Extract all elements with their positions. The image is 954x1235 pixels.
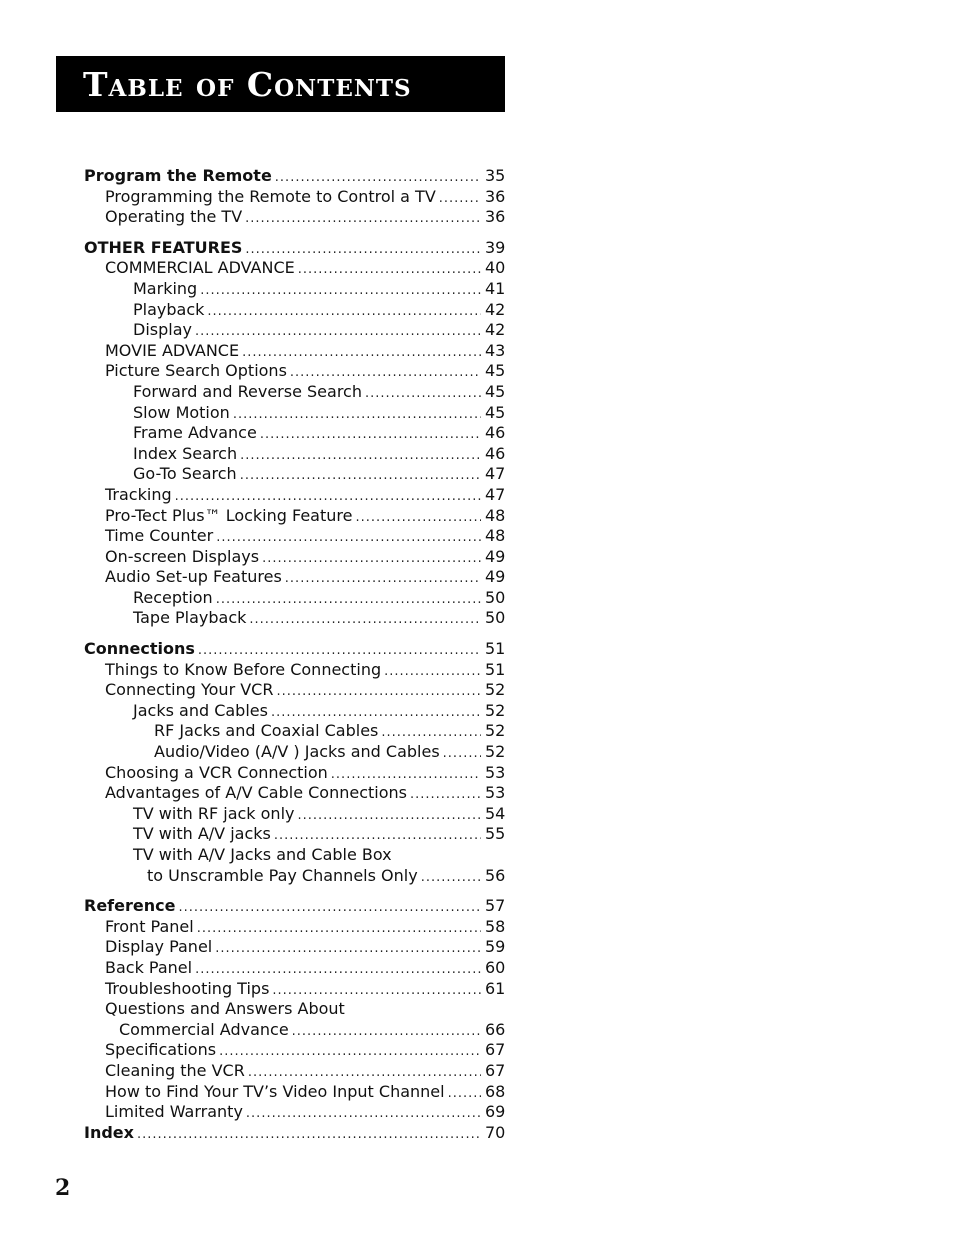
toc-entry-page-number: 51 xyxy=(485,659,506,679)
toc-entry-label: Index xyxy=(84,1122,134,1142)
dot-leader xyxy=(198,641,481,662)
dot-leader xyxy=(200,281,481,302)
dot-leader xyxy=(271,703,481,724)
dot-leader xyxy=(262,549,481,570)
toc-entry[interactable] xyxy=(84,680,505,701)
toc-entry-label: Display Panel xyxy=(105,937,213,957)
toc-entry[interactable] xyxy=(84,1020,505,1041)
toc-entry-page-number: 36 xyxy=(485,186,506,206)
toc-entry[interactable] xyxy=(84,866,505,887)
toc-entry-page-number: 46 xyxy=(485,423,506,443)
toc-entry-label: OTHER FEATURES xyxy=(84,237,243,257)
dot-leader xyxy=(297,806,481,827)
toc-entry-label: RF Jacks and Coaxial Cables xyxy=(154,721,379,741)
dot-leader xyxy=(137,1125,481,1146)
toc-entry[interactable] xyxy=(84,464,505,485)
toc-entry-label: Program the Remote xyxy=(84,166,272,185)
toc-entry[interactable] xyxy=(84,742,505,763)
toc-entry-label: Choosing a VCR Connection xyxy=(105,762,328,782)
toc-entry[interactable] xyxy=(84,187,505,208)
dot-leader xyxy=(245,240,481,261)
dot-leader xyxy=(233,405,481,426)
toc-entry-page-number: 67 xyxy=(485,1060,506,1080)
toc-entry-label: Specifications xyxy=(105,1040,217,1060)
toc-heading-entry[interactable] xyxy=(84,1123,505,1144)
toc-entry-page-number: 56 xyxy=(485,865,506,885)
toc-entry-page-number: 53 xyxy=(485,783,506,803)
toc-entry-page-number: 48 xyxy=(485,505,506,525)
toc-heading-entry[interactable] xyxy=(84,639,505,660)
toc-entry[interactable] xyxy=(84,804,505,825)
toc-entry-label: TV with RF jack only xyxy=(133,803,295,823)
toc-entry-page-number: 36 xyxy=(485,207,506,227)
toc-entry-label: Connecting Your VCR xyxy=(105,680,274,700)
toc-entry-label: Programming the Remote to Control a TV xyxy=(105,186,436,206)
dot-leader xyxy=(246,1104,481,1125)
toc-entry-page-number: 67 xyxy=(485,1040,506,1060)
toc-entry[interactable] xyxy=(84,506,505,527)
toc-heading-entry[interactable] xyxy=(84,166,505,187)
toc-entry-page-number: 61 xyxy=(485,978,506,998)
dot-leader xyxy=(242,343,481,364)
toc-entry-page-number: 49 xyxy=(485,546,506,566)
toc-entry-page-number: 48 xyxy=(485,526,506,546)
toc-entry[interactable] xyxy=(84,1102,505,1123)
dot-leader xyxy=(195,960,481,981)
toc-entry-label: Pro-Tect Plus™ Locking Feature xyxy=(105,505,353,525)
toc-entry[interactable] xyxy=(84,958,505,979)
toc-entry-page-number: 69 xyxy=(485,1102,506,1122)
toc-entry-page-number: 40 xyxy=(485,258,506,278)
toc-entry[interactable] xyxy=(84,403,505,424)
dot-leader xyxy=(240,446,481,467)
dot-leader xyxy=(331,765,481,786)
toc-entry-label: Forward and Reverse Search xyxy=(133,381,362,401)
toc-entry-page-number: 42 xyxy=(485,320,506,340)
dot-leader xyxy=(197,919,481,940)
toc-entry-label: Frame Advance xyxy=(133,423,257,443)
toc-entry-label: Marking xyxy=(133,278,198,298)
toc-entry-label: Audio/Video (A/V ) Jacks and Cables xyxy=(154,742,440,762)
toc-entry-page-number: 43 xyxy=(485,340,506,360)
dot-leader xyxy=(272,981,481,1002)
toc-entry-label: Operating the TV xyxy=(105,207,243,227)
toc-entry-page-number: 52 xyxy=(485,700,506,720)
toc-entry-page-number: 60 xyxy=(485,957,506,977)
dot-leader xyxy=(410,785,481,806)
dot-leader xyxy=(195,322,481,343)
toc-entry[interactable] xyxy=(84,279,505,300)
dot-leader xyxy=(216,528,481,549)
toc-entry-page-number: 50 xyxy=(485,608,506,628)
toc-entry-label: COMMERCIAL ADVANCE xyxy=(105,258,295,278)
toc-entry-label: Questions and Answers About xyxy=(105,999,345,1019)
toc-entry[interactable] xyxy=(84,1082,505,1103)
toc-entry[interactable] xyxy=(84,721,505,742)
toc-entry[interactable] xyxy=(84,382,505,403)
toc-entry[interactable] xyxy=(84,917,505,938)
dot-leader xyxy=(260,425,481,446)
toc-entry[interactable] xyxy=(84,588,505,609)
toc-entry-label: On-screen Displays xyxy=(105,546,260,566)
dot-leader xyxy=(248,1063,481,1084)
toc-entry-page-number: 45 xyxy=(485,402,506,422)
toc-entry-page-number: 45 xyxy=(485,381,506,401)
toc-entry-label: Reception xyxy=(133,587,213,607)
toc-entry-label: Picture Search Options xyxy=(105,361,287,381)
toc-entry-label: to Unscramble Pay Channels Only xyxy=(147,865,418,885)
toc-entry-page-number: 49 xyxy=(485,567,506,587)
toc-entry[interactable] xyxy=(84,608,505,629)
toc-entry-label: Jacks and Cables xyxy=(133,700,268,720)
toc-entry[interactable] xyxy=(84,979,505,1000)
toc-entry-page-number: 39 xyxy=(485,237,506,257)
toc-heading-entry[interactable] xyxy=(84,238,505,259)
toc-entry-page-number: 46 xyxy=(485,443,506,463)
dot-leader xyxy=(292,1022,481,1043)
dot-leader xyxy=(219,1042,481,1063)
dot-leader xyxy=(240,466,481,487)
toc-entry-label: MOVIE ADVANCE xyxy=(105,340,240,360)
toc-entry-label: Playback xyxy=(133,299,205,319)
toc-entry-page-number: 59 xyxy=(485,937,506,957)
toc-entry[interactable] xyxy=(84,845,505,866)
dot-leader xyxy=(443,744,481,765)
toc-entry-label: Connections xyxy=(84,639,195,659)
toc-entry-label: Tracking xyxy=(105,484,172,504)
toc-entry-page-number: 55 xyxy=(485,824,506,844)
toc-entry-label: Limited Warranty xyxy=(105,1102,243,1122)
toc-entry-page-number: 70 xyxy=(485,1122,506,1142)
dot-leader xyxy=(298,260,481,281)
toc-entry-page-number: 47 xyxy=(485,484,506,504)
toc-entry-page-number: 41 xyxy=(485,278,506,298)
toc-entry-page-number: 47 xyxy=(485,464,506,484)
dot-leader xyxy=(274,826,481,847)
toc-entry[interactable] xyxy=(84,320,505,341)
toc-entry-label: TV with A/V jacks xyxy=(133,824,271,844)
dot-leader xyxy=(207,302,481,323)
dot-leader xyxy=(245,209,481,230)
toc-entry[interactable] xyxy=(84,444,505,465)
toc-entry[interactable] xyxy=(84,1040,505,1061)
toc-entry-label: Troubleshooting Tips xyxy=(105,978,270,998)
toc-entry[interactable] xyxy=(84,526,505,547)
toc-entry[interactable] xyxy=(84,423,505,444)
dot-leader xyxy=(381,723,481,744)
toc-entry-label: Cleaning the VCR xyxy=(105,1060,245,1080)
toc-entry-label: Time Counter xyxy=(105,526,214,546)
toc-entry[interactable] xyxy=(84,341,505,362)
toc-entry-label: TV with A/V Jacks and Cable Box xyxy=(133,845,392,864)
toc-entry[interactable] xyxy=(84,1061,505,1082)
toc-entry[interactable] xyxy=(84,300,505,321)
toc-entry-label: Tape Playback xyxy=(133,608,247,628)
toc-entry-page-number: 53 xyxy=(485,762,506,782)
toc-entry-page-number: 45 xyxy=(485,361,506,381)
toc-entry[interactable] xyxy=(84,547,505,568)
dot-leader xyxy=(421,868,481,889)
toc-entry-label: Display xyxy=(133,320,192,340)
toc-entry[interactable] xyxy=(84,485,505,506)
dot-leader xyxy=(275,168,481,189)
toc-section xyxy=(84,166,505,228)
toc-section xyxy=(84,238,505,629)
toc-entry-label: Front Panel xyxy=(105,916,194,936)
toc-entry-page-number: 50 xyxy=(485,587,506,607)
toc-entry-page-number: 52 xyxy=(485,742,506,762)
toc-entry[interactable] xyxy=(84,258,505,279)
dot-leader xyxy=(178,898,481,919)
toc-entry-label: Reference xyxy=(84,896,176,916)
table-of-contents xyxy=(84,166,505,1143)
toc-entry-page-number: 66 xyxy=(485,1019,506,1039)
toc-entry-label: Go-To Search xyxy=(133,464,237,484)
toc-entry[interactable] xyxy=(84,567,505,588)
toc-entry-label: Slow Motion xyxy=(133,402,230,422)
toc-heading-entry[interactable] xyxy=(84,896,505,917)
toc-entry-label: Back Panel xyxy=(105,957,193,977)
dot-leader xyxy=(384,662,481,683)
toc-entry[interactable] xyxy=(84,207,505,228)
toc-entry-label: How to Find Your TV’s Video Input Channel xyxy=(105,1081,445,1101)
toc-entry-label: Commercial Advance xyxy=(119,1019,289,1039)
toc-entry[interactable] xyxy=(84,937,505,958)
dot-leader xyxy=(439,189,481,210)
dot-leader xyxy=(290,363,481,384)
toc-entry-label: Audio Set-up Features xyxy=(105,567,282,587)
toc-entry[interactable] xyxy=(84,999,505,1020)
toc-section xyxy=(84,896,505,1143)
dot-leader xyxy=(448,1084,481,1105)
page-number: 2 xyxy=(55,1175,71,1201)
dot-leader xyxy=(276,682,481,703)
dot-leader xyxy=(175,487,481,508)
dot-leader xyxy=(215,939,481,960)
dot-leader xyxy=(216,590,481,611)
toc-entry-label: Advantages of A/V Cable Connections xyxy=(105,783,407,803)
toc-entry-page-number: 51 xyxy=(485,639,506,659)
page-title: Table of Contents xyxy=(83,64,412,104)
toc-entry[interactable] xyxy=(84,824,505,845)
toc-section xyxy=(84,639,505,886)
toc-entry-page-number: 35 xyxy=(485,166,506,185)
dot-leader xyxy=(249,610,481,631)
toc-entry-page-number: 58 xyxy=(485,916,506,936)
toc-entry[interactable] xyxy=(84,783,505,804)
toc-entry[interactable] xyxy=(84,763,505,784)
toc-entry[interactable] xyxy=(84,701,505,722)
toc-entry-page-number: 68 xyxy=(485,1081,506,1101)
toc-entry-page-number: 52 xyxy=(485,721,506,741)
dot-leader xyxy=(355,508,481,529)
dot-leader xyxy=(365,384,481,405)
toc-entry-page-number: 57 xyxy=(485,896,506,916)
toc-entry-page-number: 54 xyxy=(485,803,506,823)
toc-header-banner xyxy=(56,56,505,112)
toc-entry-label: Index Search xyxy=(133,443,238,463)
toc-entry-page-number: 42 xyxy=(485,299,506,319)
dot-leader xyxy=(285,569,481,590)
toc-entry-label: Things to Know Before Connecting xyxy=(105,659,382,679)
toc-entry[interactable] xyxy=(84,660,505,681)
toc-entry[interactable] xyxy=(84,361,505,382)
toc-entry-page-number: 52 xyxy=(485,680,506,700)
